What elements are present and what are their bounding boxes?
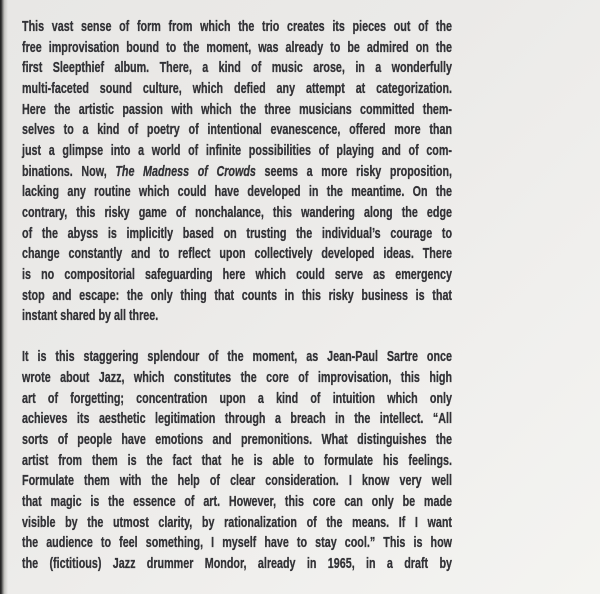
text-line [22,513,452,534]
text-segment: stop and escape: the only thing that counts in this risky business is that [22,286,453,304]
text-block [22,17,452,575]
text-segment: visible by the utmost clarity, by rationalization of the means. If I want [22,513,453,531]
text-segment: binations. Now, [22,162,116,180]
paragraph-2 [22,347,452,574]
text-line [22,58,452,79]
text-segment: wrote about Jazz, which constitutes the core of improvisation, this high [22,369,453,387]
text-line [22,224,452,245]
text-segment: change constantly and to reflect upon collectively developed ideas. There [22,245,453,263]
text-segment: the (fictitious) Jazz drummer Mondor, already in 1965, in a draft by [22,555,453,573]
text-segment: first Sleepthief album. There, a kind of music arose, in a wonderfully [22,59,453,77]
text-line [22,347,452,368]
text-segment: just a glimpse into a world of infinite possibilities of playing and of com- [22,141,453,159]
text-segment: of the abyss is implicitly based on trusting the individual’s courage to [22,224,453,242]
text-line [22,554,452,575]
text-line [22,286,452,307]
text-line [22,471,452,492]
text-line [22,100,452,121]
text-line [22,182,452,203]
text-line [22,533,452,554]
text-segment: seems a more risky proposition, [255,162,453,180]
text-line [22,244,452,265]
text-segment: the audience to feel something, I myself have to stay cool.” This is how [22,534,453,552]
text-line [22,79,452,100]
text-line [22,430,452,451]
text-line [22,17,452,38]
text-line [22,389,452,410]
scan-edge-shadow [0,0,8,594]
text-line [22,306,452,327]
text-segment: It is this staggering splendour of the moment, as Jean-Paul Sartre once [22,348,453,366]
text-segment: selves to a kind of poetry of intentional evanescence, offered more than [22,121,453,139]
text-line [22,162,452,183]
text-segment: contrary, this risky game of nonchalance, this wandering along the edge [22,203,453,221]
paragraph-1 [22,17,452,327]
text-line [22,492,452,513]
text-segment: multi-faceted sound culture, which defied any attempt at categorization. [22,79,453,97]
text-segment: that magic is the essence of art. However, this core can only be made [22,493,453,511]
text-segment: artist from them is the fact that he is able to formulate his feelings. [22,451,453,469]
text-line [22,38,452,59]
text-line [22,368,452,389]
text-segment: is no compositorial safeguarding here which could serve as emergency [22,265,453,283]
text-line [22,120,452,141]
text-segment: art of forgetting; concentration upon a kind of intuition which only [22,389,453,407]
text-segment: sorts of people have emotions and premonitions. What distinguishes the [22,431,453,449]
text-line [22,203,452,224]
text-segment: This vast sense of form from which the trio creates its pieces out of the [22,18,453,35]
album-title-italic: The Madness of Crowds [115,162,256,180]
booklet-text [22,17,452,575]
text-line [22,409,452,430]
text-segment: Here the artistic passion with which the three musicians committed them- [22,100,453,118]
text-line [22,451,452,472]
text-segment: instant shared by all three. [22,307,159,325]
text-line [22,265,452,286]
text-segment: achieves its aesthetic legitimation through a breach in the intellect. “All [22,410,453,428]
text-segment: Formulate them with the help of clear consideration. I know very well [22,472,453,490]
text-segment: lacking any routine which could have developed in the meantime. On the [22,183,453,201]
text-segment: free improvisation bound to the moment, was already to be admired on the [22,38,453,56]
text-line [22,141,452,162]
